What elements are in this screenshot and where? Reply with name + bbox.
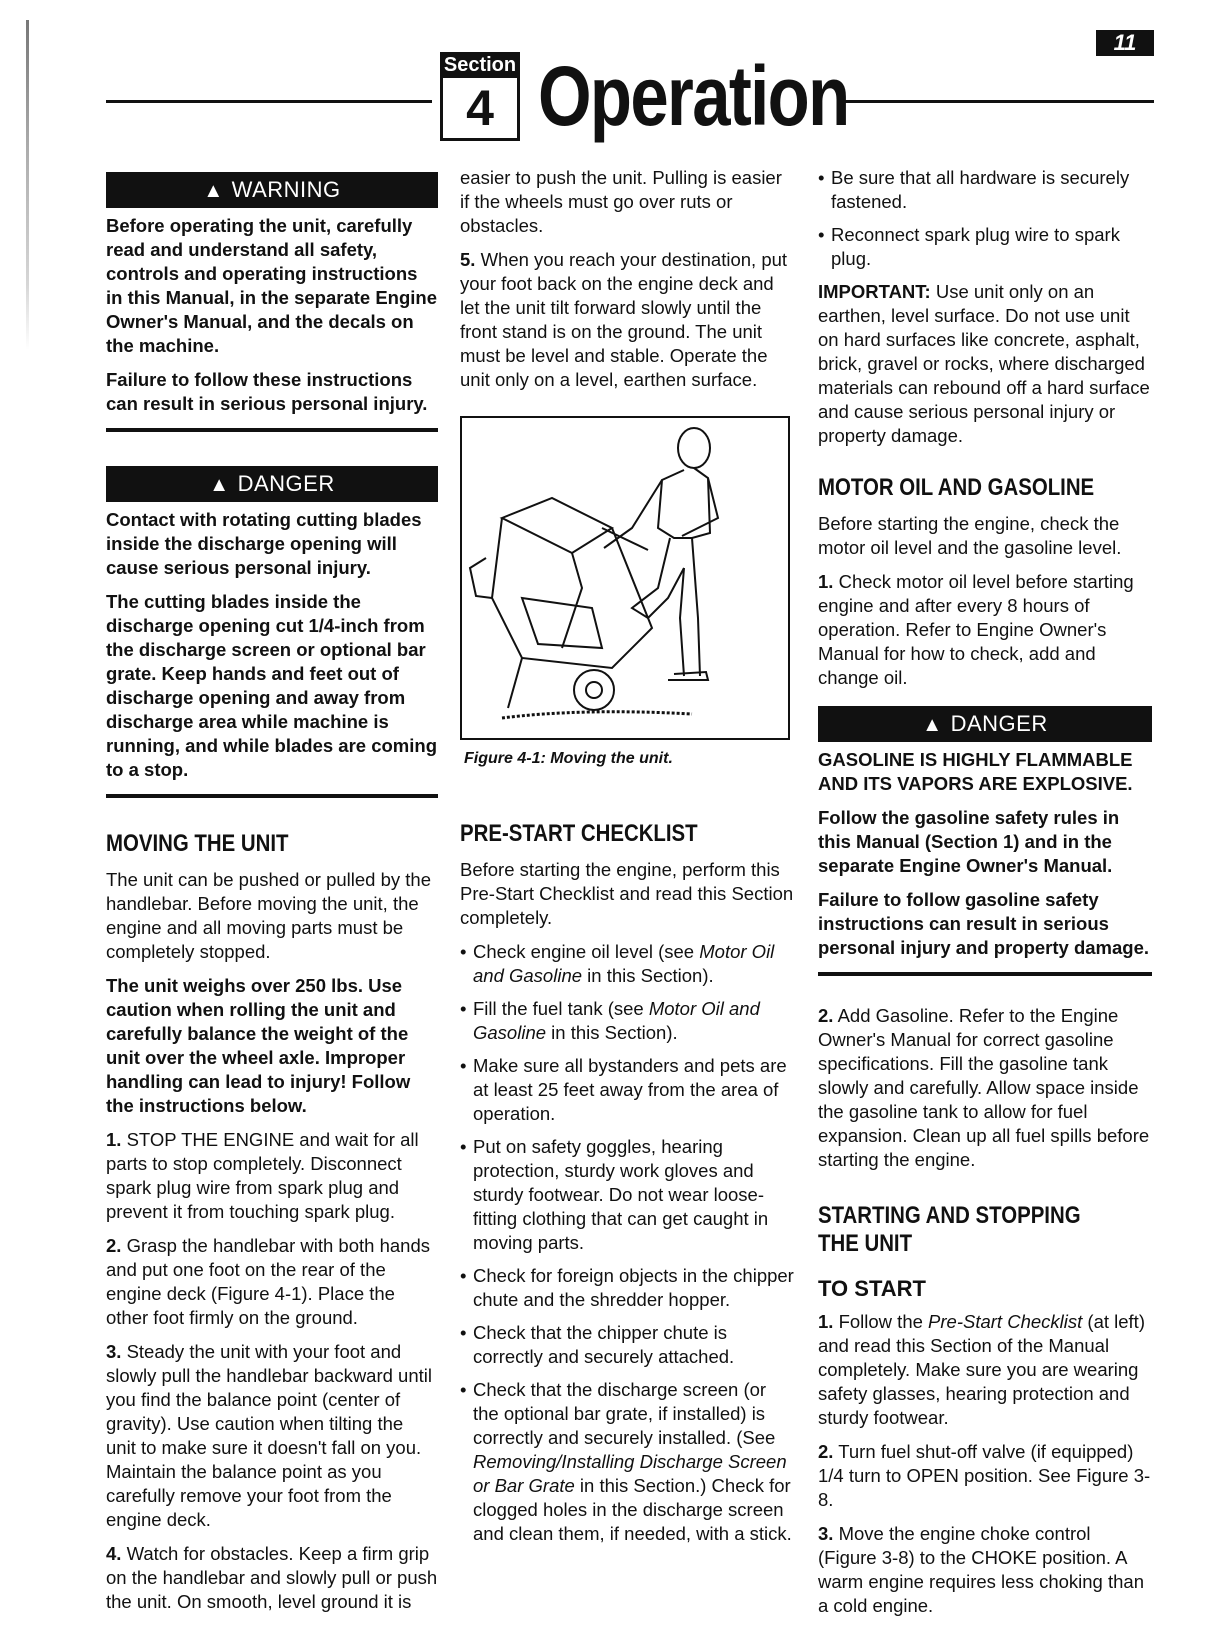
middle-column bbox=[460, 166, 794, 1555]
start-step-3: 3. Move the engine choke control (Figure 3-8) to the CHOKE position. A warm engine requires less choking than a cold engine. bbox=[818, 1523, 1144, 1616]
page-title: Operation bbox=[538, 49, 849, 143]
left-column bbox=[106, 172, 438, 1624]
danger-label: DANGER bbox=[237, 471, 335, 496]
figure-4-1 bbox=[460, 416, 790, 740]
subheading: TO START bbox=[818, 1276, 926, 1301]
step-1: 1. STOP THE ENGINE and wait for all parts to stop completely. Disconnect spark plug wire from spark plug and prevent it from touching spark plug. bbox=[106, 1129, 419, 1222]
section-heading: MOVING THE UNIT bbox=[106, 830, 289, 857]
warning-label: WARNING bbox=[231, 177, 341, 202]
step-4: 4. Watch for obstacles. Keep a firm grip on the handlebar and slowly pull or push the unit. On smooth, level ground it is bbox=[106, 1543, 438, 1612]
warning-text: Before operating the unit, carefully read and understand all safety, controls and operating instructions in this Manual, in the separate Engine Owner's Manual, and the decals on the machine. bbox=[106, 215, 438, 356]
danger-detail: Follow the gasoline safety rules in this Manual (Section 1) and in the separate Engine Owner's Manual. bbox=[818, 807, 1120, 876]
step-5: 5. When you reach your destination, put your foot back on the engine deck and let the unit tilt forward slowly until the front stand is on the ground. The unit must be level and stable. Operate the unit only on a level, earthen surface. bbox=[460, 249, 788, 390]
step-2: 2. Grasp the handlebar with both hands and put one foot on the rear of the engine deck (Figure 4-1). Place the other foot firmly on the ground. bbox=[106, 1235, 430, 1328]
danger-triangle-icon: ▲ bbox=[922, 714, 943, 736]
moving-unit-illustration bbox=[462, 418, 788, 738]
list-item: • Make sure all bystanders and pets are at least 25 feet away from the area of operation. bbox=[460, 1054, 794, 1126]
figure-caption: Figure 4-1: Moving the unit. bbox=[464, 750, 673, 767]
list-item: • Check that the discharge screen (or the optional bar grate, if installed) is correctly and securely installed. (See Removing/Installing Discharge Screen or Bar Grate in this Section.) Check for clogged holes in the discharge screen and clean them, if needed, with a stick. bbox=[460, 1378, 794, 1546]
start-step-1: 1. Follow the Pre-Start Checklist (at left) and read this Section of the Manual completely. Make sure you are wearing safety glasses, hearing protection and sturdy footwear. bbox=[818, 1311, 1145, 1428]
scan-edge bbox=[26, 20, 29, 350]
paragraph: The unit can be pushed or pulled by the handlebar. Before moving the unit, the engine and all moving parts must be completely stopped. bbox=[106, 869, 432, 962]
section-heading: STARTING AND STOPPING bbox=[818, 1202, 1081, 1229]
start-step-2: 2. Turn fuel shut-off valve (if equipped) 1/4 turn to OPEN position. See Figure 3-8. bbox=[818, 1441, 1151, 1510]
oil-step-2: 2. Add Gasoline. Refer to the Engine Owner's Manual for correct gasoline specifications. Fill the gasoline tank slowly and carefully. Allow space inside the gasoline tank to allow for fuel expansion. Clean up all fuel spills before starting the engine. bbox=[818, 1005, 1150, 1170]
list-item: • Check for foreign objects in the chipper chute and the shredder hopper. bbox=[460, 1264, 794, 1312]
right-column bbox=[818, 166, 1152, 1628]
danger-banner bbox=[106, 466, 438, 502]
section-heading: MOTOR OIL AND GASOLINE bbox=[818, 474, 1095, 501]
section-number: 4 bbox=[440, 78, 520, 141]
step-3: 3. Steady the unit with your foot and slowly pull the handlebar backward until you find the balance point (center of gravity). Use caution when tilting the unit to make sure it doesn't fall on you. Maintain the balance point as you carefully remove your foot from the engine deck. bbox=[106, 1341, 432, 1530]
danger-label: DANGER bbox=[950, 711, 1048, 736]
warning-banner bbox=[106, 172, 438, 208]
warning-triangle-icon: ▲ bbox=[203, 180, 224, 202]
section-badge bbox=[440, 52, 520, 141]
divider bbox=[106, 794, 438, 798]
section-heading-line-2: THE UNIT bbox=[818, 1230, 913, 1257]
section-heading: PRE-START CHECKLIST bbox=[460, 820, 698, 847]
oil-step-1: 1. Check motor oil level before starting engine and after every 8 hours of operation. Refer to Engine Owner's Manual for how to check, add and change oil. bbox=[818, 571, 1134, 688]
paragraph: easier to push the unit. Pulling is easier if the wheels must go over ruts or obstacles. bbox=[460, 167, 782, 236]
list-item: • Fill the fuel tank (see Motor Oil and Gasoline in this Section). bbox=[460, 997, 794, 1045]
list-item: • Put on safety goggles, hearing protection, sturdy work gloves and sturdy footwear. Do not wear loose-fitting clothing that can get caught in moving parts. bbox=[460, 1135, 794, 1255]
divider bbox=[106, 428, 438, 432]
list-item: • Reconnect spark plug wire to spark plug. bbox=[818, 223, 1152, 271]
checklist bbox=[460, 940, 794, 1546]
danger-triangle-icon: ▲ bbox=[209, 474, 230, 496]
important-note: IMPORTANT: Use unit only on an earthen, level surface. Do not use unit on hard surfaces like concrete, asphalt, brick, gravel or rocks, where discharged materials can rebound off a hard surface and cause serious personal injury or property damage. bbox=[818, 281, 1150, 446]
list-item: • Check that the chipper chute is correctly and securely attached. bbox=[460, 1321, 794, 1369]
divider bbox=[818, 972, 1152, 976]
section-label: Section bbox=[440, 52, 520, 78]
header-rule-left bbox=[106, 100, 432, 103]
hardware-list bbox=[818, 166, 1152, 271]
danger-text: GASOLINE IS HIGHLY FLAMMABLE AND ITS VAPORS ARE EXPLOSIVE. bbox=[818, 749, 1133, 794]
danger-consequence: Failure to follow gasoline safety instructions can result in serious personal injury and property damage. bbox=[818, 889, 1150, 958]
paragraph: Before starting the engine, check the motor oil level and the gasoline level. bbox=[818, 513, 1122, 558]
danger-text: Contact with rotating cutting blades inside the discharge opening will cause serious personal injury. bbox=[106, 509, 422, 578]
page-number: 11 bbox=[1096, 30, 1154, 56]
header-rule-right bbox=[838, 100, 1154, 103]
warning-consequence: Failure to follow these instructions can result in serious personal injury. bbox=[106, 369, 428, 414]
list-item: • Be sure that all hardware is securely fastened. bbox=[818, 166, 1152, 214]
paragraph: Before starting the engine, perform this Pre-Start Checklist and read this Section completely. bbox=[460, 859, 794, 928]
danger-detail: The cutting blades inside the discharge opening cut 1/4-inch from the discharge screen or optional bar grate. Keep hands and feet out of discharge opening and away from discharge area while machine is running, and while blades are coming to a stop. bbox=[106, 591, 437, 780]
list-item: • Check engine oil level (see Motor Oil and Gasoline in this Section). bbox=[460, 940, 794, 988]
danger-banner bbox=[818, 706, 1152, 742]
caution-paragraph: The unit weighs over 250 lbs. Use caution when rolling the unit and carefully balance the weight of the unit over the wheel axle. Improper handling can lead to injury! Follow the instructions below. bbox=[106, 975, 411, 1116]
